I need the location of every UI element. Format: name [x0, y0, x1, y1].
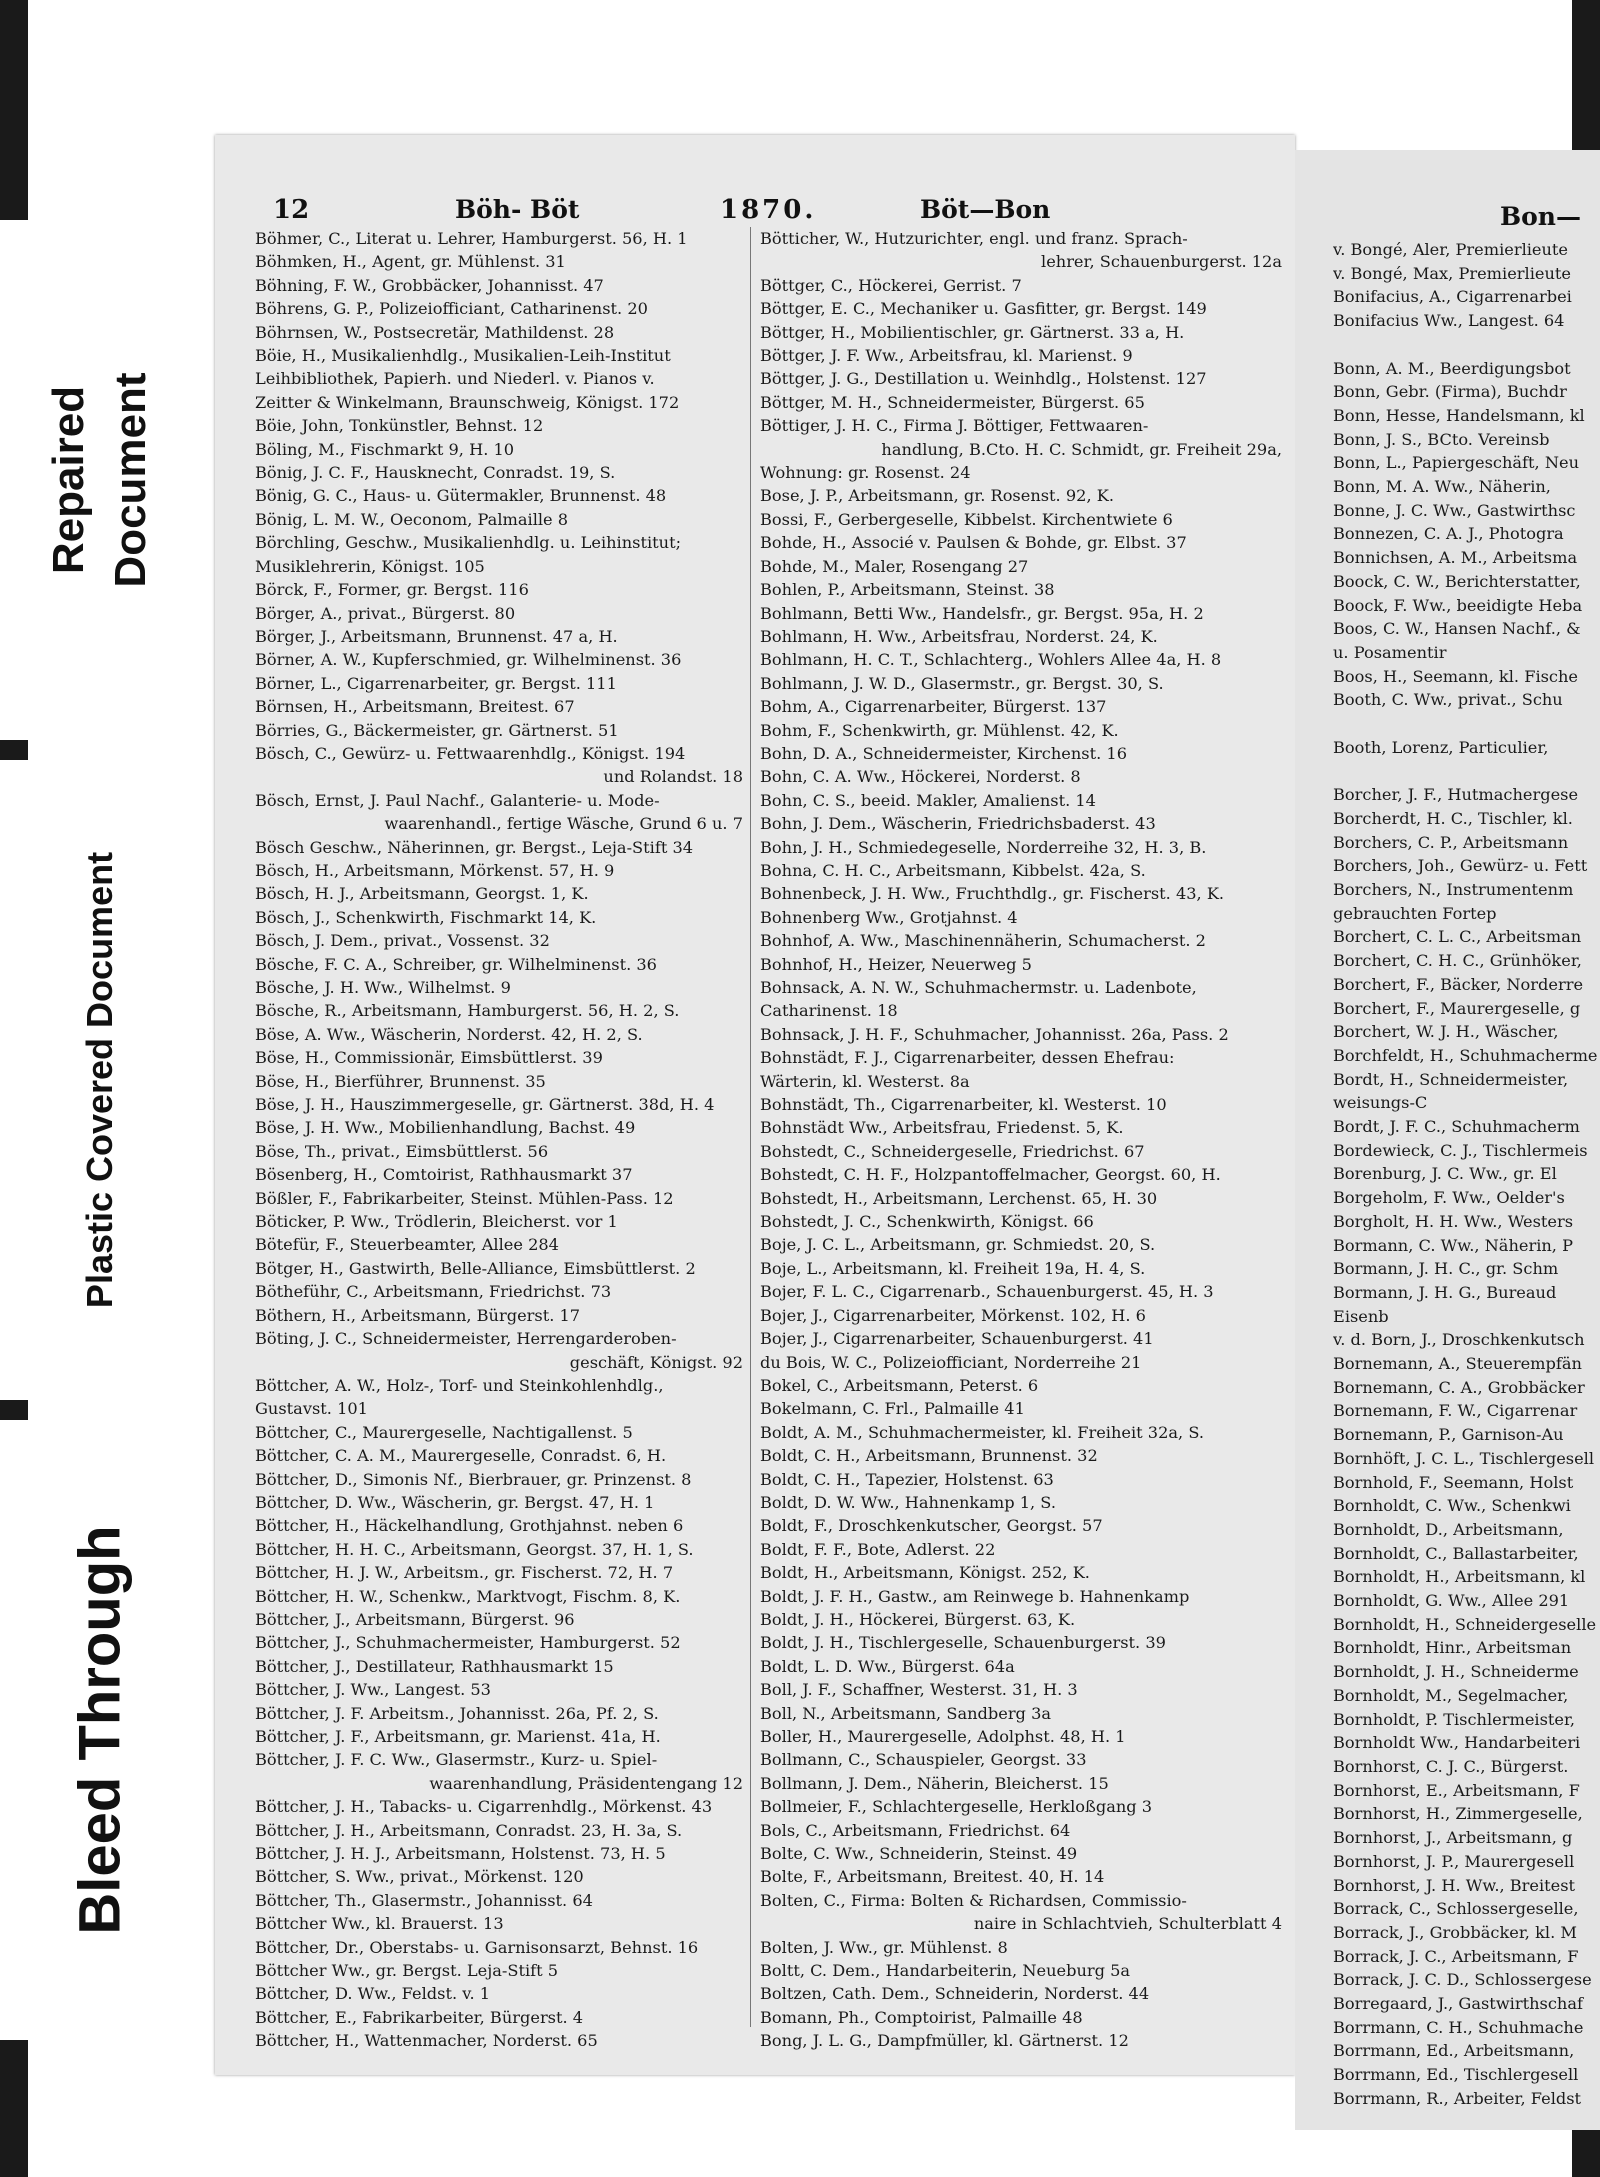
label-strip-bleed — [0, 1420, 200, 2040]
directory-entry: Bormann, C. Ww., Näherin, P — [1333, 1235, 1573, 1255]
directory-entry: Boldt, D. W. Ww., Hahnenkamp 1, S. — [760, 1492, 1056, 1512]
directory-entry: Börries, G., Bäckermeister, gr. Gärtnerst. 51 — [255, 720, 619, 740]
directory-entry: Bohnenbeck, J. H. Ww., Fruchthdlg., gr. Fischerst. 43, K. — [760, 884, 1225, 904]
directory-entry: Böttcher Ww., gr. Bergst. Leja-Stift 5 — [255, 1961, 559, 1981]
directory-entry: Bonn, Gebr. (Firma), Buchdr — [1333, 382, 1567, 402]
directory-entry: Borchert, W. J. H., Wäscher, — [1333, 1022, 1559, 1042]
directory-entry: Böttcher, J. H. J., Arbeitsmann, Holstenst. 73, H. 5 — [255, 1844, 666, 1864]
directory-entry: Böttcher, Dr., Oberstabs- u. Garnisonsarzt, Behnst. 16 — [255, 1937, 699, 1957]
directory-entry: Boje, L., Arbeitsmann, kl. Freiheit 19a, H. 4, S. — [760, 1258, 1146, 1278]
directory-entry: Böticker, P. Ww., Trödlerin, Bleicherst. vor 1 — [255, 1212, 618, 1232]
directory-entry: Bohn, C. A. Ww., Höckerei, Norderst. 8 — [760, 767, 1081, 787]
directory-entry: Boje, J. C. L., Arbeitsmann, gr. Schmiedst. 20, S. — [760, 1235, 1156, 1255]
directory-entry: Borrack, J., Grobbäcker, kl. M — [1333, 1922, 1577, 1942]
directory-entry: Bornholdt, P. Tischlermeister, — [1333, 1709, 1576, 1729]
directory-entry: Bornemann, P., Garnison-Au — [1333, 1425, 1564, 1445]
directory-entry: Borgholt, H. H. Ww., Westers — [1333, 1211, 1574, 1231]
next-page — [1295, 150, 1600, 2130]
directory-entry: Börnsen, H., Arbeitsmann, Breitest. 67 — [255, 697, 575, 717]
directory-entry: Bornholdt, C. Ww., Schenkwi — [1333, 1496, 1571, 1516]
directory-entry: Bong, J. L. G., Dampfmüller, kl. Gärtnerst. 12 — [760, 2031, 1129, 2051]
directory-entry: Boll, N., Arbeitsmann, Sandberg 3a — [760, 1703, 1052, 1723]
directory-entry: Böttcher Ww., kl. Brauerst. 13 — [255, 1914, 504, 1934]
directory-entry: Bollmann, C., Schauspieler, Georgst. 33 — [760, 1750, 1087, 1770]
directory-entry: Bonn, J. S., BCto. Vereinsb — [1333, 429, 1550, 449]
directory-entry: Böttcher, A. W., Holz-, Torf- und Steinkohlenhdlg., — [255, 1375, 664, 1395]
directory-entry: Borchers, Joh., Gewürz- u. Fett — [1333, 856, 1588, 876]
directory-entry: Böie, H., Musikalienhdlg., Musikalien-Leih-Institut — [255, 346, 671, 366]
directory-entry: Bohm, F., Schenkwirth, gr. Mühlenst. 42, K. — [760, 720, 1119, 740]
directory-entry: Böse, H., Bierführer, Brunnenst. 35 — [255, 1071, 546, 1091]
directory-entry: handlung, B.Cto. H. C. Schmidt, gr. Freiheit 29a, — [881, 439, 1282, 459]
directory-entry: Boll, J. F., Schaffner, Westerst. 31, H. 3 — [760, 1680, 1078, 1700]
directory-entry: Bolten, C., Firma: Bolten & Richardsen, Commissio- — [760, 1890, 1187, 1910]
directory-entry: Böttcher, J. Ww., Langest. 53 — [255, 1680, 491, 1700]
directory-entry: Boldt, C. H., Tapezier, Holstenst. 63 — [760, 1469, 1054, 1489]
directory-entry: Boock, C. W., Berichterstatter, — [1333, 571, 1581, 591]
directory-entry: Bösch, J., Schenkwirth, Fischmarkt 14, K. — [255, 907, 597, 927]
directory-entry: Borrmann, C. H., Schuhmache — [1333, 2017, 1584, 2037]
directory-entry: Bötger, H., Gastwirth, Belle-Alliance, Eimsbüttlerst. 2 — [255, 1258, 696, 1278]
directory-entry: Börner, A. W., Kupferschmied, gr. Wilhelminenst. 36 — [255, 650, 682, 670]
directory-entry: Boltzen, Cath. Dem., Schneiderin, Norderst. 44 — [760, 1984, 1150, 2004]
directory-entry: Bönig, G. C., Haus- u. Gütermakler, Brunnenst. 48 — [255, 486, 667, 506]
directory-entry: Bornhöft, J. C. L., Tischlergesell — [1333, 1448, 1595, 1468]
directory-entry: Leihbibliothek, Papierh. und Niederl. v. Pianos v. — [255, 369, 655, 389]
directory-entry: Borenburg, J. C. Ww., gr. El — [1333, 1164, 1557, 1184]
column-divider — [750, 227, 751, 2027]
directory-entry: Bösch, J. Dem., privat., Vossenst. 32 — [255, 931, 550, 951]
directory-entry: Böhmer, C., Literat u. Lehrer, Hamburgerst. 56, H. 1 — [255, 229, 688, 248]
directory-entry: Bornholdt, M., Segelmacher, — [1333, 1685, 1569, 1705]
directory-entry: Bohstedt, H., Arbeitsmann, Lerchenst. 65, H. 30 — [760, 1188, 1158, 1208]
directory-entry: Bornhorst, J. H. Ww., Breitest — [1333, 1875, 1576, 1895]
directory-entry: Bösche, J. H. Ww., Wilhelmst. 9 — [255, 978, 511, 997]
directory-entry: Boller, H., Maurergeselle, Adolphst. 48, H. 1 — [760, 1727, 1126, 1746]
directory-entry: Böttcher, H., Häckelhandlung, Grothjahnst. neben 6 — [255, 1516, 684, 1536]
directory-entry: Böling, M., Fischmarkt 9, H. 10 — [255, 439, 515, 459]
directory-entry: Borgeholm, F. Ww., Oelder's — [1333, 1188, 1565, 1208]
directory-entry: Boos, H., Seemann, kl. Fische — [1333, 666, 1578, 686]
directory-entry: Bohn, D. A., Schneidermeister, Kirchenst. 16 — [760, 743, 1127, 763]
directory-entry: Borrack, C., Schlossergeselle, — [1333, 1899, 1579, 1919]
directory-entry: Bornemann, C. A., Grobbäcker — [1333, 1377, 1585, 1397]
directory-entry: Boock, F. Ww., beeidigte Heba — [1333, 595, 1583, 615]
directory-entry: Bötheführ, C., Arbeitsmann, Friedrichst. 73 — [255, 1282, 612, 1302]
directory-entry: Bonn, M. A. Ww., Näherin, — [1333, 477, 1551, 497]
directory-entry: Böie, John, Tonkünstler, Behnst. 12 — [255, 416, 544, 436]
directory-entry: Borrmann, Ed., Tischlergesell — [1333, 2065, 1579, 2085]
directory-entry: Bormann, J. H. G., Bureaud — [1333, 1282, 1557, 1302]
directory-entry: Bornhold, F., Seemann, Holst — [1333, 1472, 1574, 1492]
directory-entry: Booth, C. Ww., privat., Schu — [1333, 690, 1563, 710]
right-column — [760, 227, 1282, 2053]
directory-entry: Bossi, F., Gerbergeselle, Kibbelst. Kirchentwiete 6 — [760, 509, 1173, 529]
directory-entry: Böttger, E. C., Mechaniker u. Gasfitter, gr. Bergst. 149 — [760, 299, 1207, 319]
directory-entry: Borchert, C. H. C., Grünhöker, — [1333, 951, 1582, 971]
directory-entry: Bormann, J. H. C., gr. Schm — [1333, 1259, 1559, 1279]
directory-entry: Böttcher, J., Arbeitsmann, Bürgerst. 96 — [255, 1609, 575, 1629]
directory-entry: Böttcher, S. Ww., privat., Mörkenst. 120 — [255, 1867, 584, 1887]
directory-entry: Bojer, J., Cigarrenarbeiter, Mörkenst. 102, H. 6 — [760, 1305, 1146, 1325]
directory-entry: Bornholdt, Hinr., Arbeitsman — [1333, 1638, 1572, 1658]
directory-entry: Bonnezen, C. A. J., Photogra — [1333, 524, 1564, 544]
directory-entry: Bohlmann, Betti Ww., Handelsfr., gr. Bergst. 95a, H. 2 — [760, 603, 1204, 623]
directory-entry: und Rolandst. 18 — [603, 767, 743, 787]
label-plastic: Plastic Covered Document — [79, 851, 120, 1309]
directory-entry: Bohna, C. H. C., Arbeitsmann, Kibbelst. 42a, S. — [760, 860, 1146, 880]
directory-entry: Borcher, J. F., Hutmachergese — [1333, 785, 1579, 805]
directory-entry: Boldt, J. H., Höckerei, Bürgerst. 63, K. — [760, 1609, 1076, 1629]
directory-entry: Borrack, J. C. D., Schlossergese — [1333, 1970, 1592, 1990]
directory-entry: Bose, J. P., Arbeitsmann, gr. Rosenst. 92, K. — [760, 486, 1114, 506]
directory-entry: Bohlmann, H. C. T., Schlachterg., Wohlers Allee 4a, H. 8 — [760, 650, 1222, 670]
directory-entry: Bohlen, P., Arbeitsmann, Steinst. 38 — [760, 580, 1055, 600]
directory-entry: Booth, Lorenz, Particulier, — [1333, 737, 1549, 757]
directory-entry: waarenhandl., fertige Wäsche, Grund 6 u. 7 — [384, 814, 743, 834]
directory-entry: Bordt, H., Schneidermeister, — [1333, 1069, 1569, 1089]
header-left-range: Böh- Böt — [455, 195, 580, 224]
directory-entry: v. d. Born, J., Droschkenkutsch — [1333, 1330, 1585, 1350]
directory-entry: Bornemann, F. W., Cigarrenar — [1333, 1401, 1578, 1421]
directory-entry: Börger, J., Arbeitsmann, Brunnenst. 47 a, H. — [255, 626, 618, 646]
directory-entry: Borcherdt, H. C., Tischler, kl. — [1333, 808, 1573, 828]
directory-entry: Bornhorst, J., Arbeitsmann, g — [1333, 1828, 1573, 1848]
header-year: 1870. — [720, 195, 817, 225]
directory-entry: Böse, J. H., Hauszimmergeselle, gr. Gärtnerst. 38d, H. 4 — [255, 1095, 715, 1115]
directory-entry: v. Bongé, Max, Premierlieute — [1333, 263, 1571, 283]
directory-entry: Bohlmann, J. W. D., Glasermstr., gr. Bergst. 30, S. — [760, 673, 1164, 693]
directory-entry: Bordt, J. F. C., Schuhmacherm — [1333, 1117, 1580, 1137]
directory-entry: Bohstedt, J. C., Schenkwirth, Königst. 66 — [760, 1212, 1094, 1232]
directory-entry: Bollmann, J. Dem., Näherin, Bleicherst. 15 — [760, 1773, 1109, 1793]
directory-entry: Bohn, J. H., Schmiedegeselle, Norderreihe 32, H. 3, B. — [760, 837, 1207, 857]
directory-entry: Böttcher, E., Fabrikarbeiter, Bürgerst. 4 — [255, 2007, 584, 2027]
directory-entry: Bornhorst, H., Zimmergeselle, — [1333, 1804, 1583, 1824]
directory-entry: Bohn, J. Dem., Wäscherin, Friedrichsbaderst. 43 — [760, 814, 1156, 834]
directory-entry: Bonne, J. C. Ww., Gastwirthsc — [1333, 500, 1576, 520]
directory-entry: Bojer, F. L. C., Cigarrenarb., Schauenburgerst. 45, H. 3 — [760, 1282, 1214, 1302]
directory-entry: Borchers, C. P., Arbeitsmann — [1333, 832, 1569, 852]
directory-entry: Bornholdt, G. Ww., Allee 291 — [1333, 1591, 1570, 1611]
directory-entry: v. Bongé, Aler, Premierlieute — [1333, 240, 1569, 259]
directory-entry: Böttger, H., Mobilientischler, gr. Gärtnerst. 33 a, H. — [760, 322, 1185, 342]
directory-entry: Böttcher, J. F. C. Ww., Glasermstr., Kurz- u. Spiel- — [255, 1750, 658, 1770]
directory-entry: waarenhandlung, Präsidentengang 12 — [429, 1773, 743, 1793]
directory-entry: Böttcher, H., Wattenmacher, Norderst. 65 — [255, 2031, 598, 2051]
directory-entry: Bösch, Ernst, J. Paul Nachf., Galanterie- u. Mode- — [255, 790, 660, 810]
directory-entry: Börner, L., Cigarrenarbeiter, gr. Bergst. 111 — [255, 673, 617, 693]
directory-entry: Bols, C., Arbeitsmann, Friedrichst. 64 — [760, 1820, 1071, 1840]
directory-page — [215, 135, 1295, 2075]
directory-entry — [1333, 333, 1600, 357]
directory-entry: Bösch, H. J., Arbeitsmann, Georgst. 1, K. — [255, 884, 589, 904]
directory-entry: Bohnenberg Ww., Grotjahnst. 4 — [760, 907, 1018, 927]
directory-entry: Bornemann, A., Steuerempfän — [1333, 1354, 1582, 1374]
directory-entry: Bohstedt, C. H. F., Holzpantoffelmacher, Georgst. 60, H. — [760, 1165, 1221, 1185]
directory-entry: Bohn, C. S., beeid. Makler, Amalienst. 14 — [760, 790, 1096, 810]
directory-entry: Böttcher, H. W., Schenkw., Marktvogt, Fischm. 8, K. — [255, 1586, 681, 1606]
directory-entry: Böttcher, H. J. W., Arbeitsm., gr. Fischerst. 72, H. 7 — [255, 1563, 674, 1583]
directory-entry: Böse, A. Ww., Wäscherin, Norderst. 42, H. 2, S. — [255, 1024, 643, 1044]
directory-entry: Böttger, J. G., Destillation u. Weinhdlg., Holstenst. 127 — [760, 369, 1207, 389]
directory-entry: Bösche, R., Arbeitsmann, Hamburgerst. 56, H. 2, S. — [255, 1001, 680, 1021]
directory-entry: Böttger, C., Höckerei, Gerrist. 7 — [760, 275, 1022, 295]
directory-entry: Bonnichsen, A. M., Arbeitsma — [1333, 548, 1578, 568]
directory-entry: Bohstedt, C., Schneidergeselle, Friedrichst. 67 — [760, 1141, 1145, 1161]
directory-entry: Bornholdt, H., Arbeitsmann, kl — [1333, 1567, 1586, 1587]
directory-entry: Bornhorst, J. P., Maurergesell — [1333, 1851, 1575, 1871]
header-right-range: Böt—Bon — [920, 195, 1051, 224]
directory-entry: Böttger, M. H., Schneidermeister, Bürgerst. 65 — [760, 392, 1145, 412]
directory-entry: Bomann, Ph., Comptoirist, Palmaille 48 — [760, 2007, 1083, 2027]
directory-entry: Boldt, J. F. H., Gastw., am Reinwege b. Hahnenkamp — [760, 1586, 1190, 1606]
directory-entry: weisungs-C — [1333, 1093, 1428, 1113]
directory-entry: Böttcher, J. F., Arbeitsmann, gr. Marienst. 41a, H. — [255, 1727, 661, 1746]
directory-entry: Bötticher, W., Hutzurichter, engl. und franz. Sprach- — [760, 229, 1188, 248]
directory-entry: Bohnstädt, Th., Cigarrenarbeiter, kl. Westerst. 10 — [760, 1095, 1167, 1115]
directory-entry: Catharinenst. 18 — [760, 1001, 898, 1021]
directory-entry: Wohnung: gr. Rosenst. 24 — [760, 463, 971, 483]
directory-entry: Borregaard, J., Gastwirthschaf — [1333, 1994, 1583, 2014]
directory-entry: Bornholdt Ww., Handarbeiteri — [1333, 1733, 1581, 1753]
directory-entry: Bojer, J., Cigarrenarbeiter, Schauenburgerst. 41 — [760, 1329, 1154, 1349]
directory-entry: Bösenberg, H., Comtoirist, Rathhausmarkt 37 — [255, 1165, 633, 1185]
directory-entry: Borchfeldt, H., Schuhmacherme — [1333, 1045, 1598, 1065]
directory-entry: Boldt, H., Arbeitsmann, Königst. 252, K. — [760, 1563, 1090, 1583]
next-page-header: Bon— — [1500, 202, 1581, 231]
directory-entry: Boldt, F. F., Bote, Adlerst. 22 — [760, 1539, 996, 1559]
directory-entry: Böttcher, J. H., Arbeitsmann, Conradst. 23, H. 3a, S. — [255, 1820, 683, 1840]
directory-entry: Borchers, N., Instrumentenm — [1333, 879, 1574, 899]
directory-entry: Bösch Geschw., Näherinnen, gr. Bergst., Leja-Stift 34 — [255, 837, 694, 857]
left-column — [255, 227, 743, 2053]
directory-entry: Bornholdt, D., Arbeitsmann, — [1333, 1519, 1564, 1539]
directory-entry: Böhmken, H., Agent, gr. Mühlenst. 31 — [255, 252, 566, 272]
directory-entry: Böttcher, J. H., Tabacks- u. Cigarrenhdlg., Mörkenst. 43 — [255, 1797, 713, 1817]
directory-entry: Boldt, J. H., Tischlergeselle, Schauenburgerst. 39 — [760, 1633, 1166, 1653]
directory-entry: Bohnstädt, F. J., Cigarrenarbeiter, dessen Ehefrau: — [760, 1048, 1175, 1068]
directory-entry: Börck, F., Former, gr. Bergst. 116 — [255, 580, 529, 600]
directory-entry: Bohnstädt Ww., Arbeitsfrau, Friedenst. 5, K. — [760, 1118, 1124, 1138]
directory-entry: u. Posamentir — [1333, 642, 1447, 662]
directory-entry: Bolte, F., Arbeitsmann, Breitest. 40, H. 14 — [760, 1867, 1105, 1887]
directory-entry: Böse, Th., privat., Eimsbüttlerst. 56 — [255, 1141, 549, 1161]
page-number: 12 — [273, 195, 310, 225]
directory-entry: Bornhorst, C. J. C., Bürgerst. — [1333, 1757, 1569, 1776]
directory-entry: Böttcher, D. Ww., Feldst. v. 1 — [255, 1984, 491, 2004]
directory-entry: Bokelmann, C. Frl., Palmaille 41 — [760, 1399, 1025, 1419]
directory-entry: Böthern, H., Arbeitsmann, Bürgerst. 17 — [255, 1305, 581, 1325]
directory-entry: Bönig, J. C. F., Hausknecht, Conradst. 19, S. — [255, 463, 616, 483]
directory-entry — [1333, 712, 1600, 736]
directory-entry: Borrmann, Ed., Arbeitsmann, — [1333, 2041, 1575, 2061]
directory-entry: Boldt, A. M., Schuhmachermeister, kl. Freiheit 32a, S. — [760, 1422, 1204, 1442]
directory-entry: geschäft, Königst. 92 — [569, 1352, 743, 1372]
directory-entry: Börger, A., privat., Bürgerst. 80 — [255, 603, 516, 623]
directory-entry: Boldt, C. H., Arbeitsmann, Brunnenst. 32 — [760, 1446, 1098, 1466]
directory-entry: Bönig, L. M. W., Oeconom, Palmaille 8 — [255, 509, 569, 529]
directory-entry: Börchling, Geschw., Musikalienhdlg. u. Leihinstitut; — [255, 533, 682, 553]
directory-entry: Bohde, M., Maler, Rosengang 27 — [760, 556, 1029, 576]
directory-entry: Bornholdt, C., Ballastarbeiter, — [1333, 1543, 1579, 1563]
directory-entry: Böttcher, D. Ww., Wäscherin, gr. Bergst. 47, H. 1 — [255, 1492, 655, 1512]
directory-entry: Böhning, F. W., Grobbäcker, Johannisst. 47 — [255, 275, 604, 295]
directory-entry: Bohnsack, A. N. W., Schuhmachermstr. u. Ladenbote, — [760, 978, 1197, 997]
label-repaired: Repaired Document — [44, 372, 155, 588]
directory-entry: Böttcher, J., Destillateur, Rathhausmarkt 15 — [255, 1656, 614, 1676]
directory-entry: Böttiger, J. H. C., Firma J. Böttiger, Fettwaaren- — [760, 416, 1149, 436]
directory-entry: Bonifacius Ww., Langest. 64 — [1333, 311, 1565, 331]
directory-entry: gebrauchten Fortep — [1333, 903, 1497, 923]
directory-entry: Bösch, H., Arbeitsmann, Mörkenst. 57, H. 9 — [255, 860, 615, 880]
directory-entry: Bohnhof, A. Ww., Maschinennäherin, Schumacherst. 2 — [760, 931, 1206, 951]
directory-entry: Böttcher, Th., Glasermstr., Johannisst. 64 — [255, 1890, 593, 1910]
directory-entry: Böttcher, D., Simonis Nf., Bierbrauer, gr. Prinzenst. 8 — [255, 1469, 692, 1489]
directory-entry: Böhrens, G. P., Polizeiofficiant, Catharinenst. 20 — [255, 299, 648, 319]
directory-entry: Boldt, F., Droschkenkutscher, Georgst. 57 — [760, 1516, 1103, 1536]
directory-entry: Bohlmann, H. Ww., Arbeitsfrau, Norderst. 24, K. — [760, 626, 1158, 646]
directory-entry: Bornholdt, J. H., Schneiderme — [1333, 1662, 1579, 1682]
directory-entry: Borchert, F., Bäcker, Norderre — [1333, 974, 1584, 994]
directory-entry: Böhrnsen, W., Postsecretär, Mathildenst. 28 — [255, 322, 615, 342]
directory-entry: Böttcher, J., Schuhmachermeister, Hamburgerst. 52 — [255, 1633, 681, 1653]
directory-entry: Bokel, C., Arbeitsmann, Peterst. 6 — [760, 1375, 1039, 1395]
directory-entry: naire in Schlachtvieh, Schulterblatt 4 — [973, 1914, 1282, 1934]
directory-entry: Boltt, C. Dem., Handarbeiterin, Neueburg 5a — [760, 1961, 1131, 1981]
directory-entry: Böttcher, C. A. M., Maurergeselle, Conradst. 6, H. — [255, 1446, 667, 1466]
directory-entry: Böttcher, H. H. C., Arbeitsmann, Georgst. 37, H. 1, S. — [255, 1539, 694, 1559]
directory-entry: Borchert, F., Maurergeselle, g — [1333, 998, 1581, 1018]
directory-entry: Boldt, L. D. Ww., Bürgerst. 64a — [760, 1656, 1015, 1676]
directory-entry: Bolte, C. Ww., Schneiderin, Steinst. 49 — [760, 1844, 1078, 1864]
directory-entry: Bonn, L., Papiergeschäft, Neu — [1333, 453, 1579, 473]
directory-entry: Böse, H., Commissionär, Eimsbüttlerst. 39 — [255, 1048, 603, 1068]
directory-entry: Böttcher, J. F. Arbeitsm., Johannisst. 26a, Pf. 2, S. — [255, 1703, 659, 1723]
directory-entry: Bötefür, F., Steuerbeamter, Allee 284 — [255, 1235, 559, 1255]
directory-entry: lehrer, Schauenburgerst. 12a — [1041, 252, 1282, 272]
directory-entry: Bonn, Hesse, Handelsmann, kl — [1333, 405, 1585, 425]
directory-entry: Bohm, A., Cigarrenarbeiter, Bürgerst. 137 — [760, 697, 1107, 717]
directory-entry — [1333, 759, 1600, 783]
directory-entry: Zeitter & Winkelmann, Braunschweig, Königst. 172 — [255, 392, 680, 412]
directory-entry: Borrack, J. C., Arbeitsmann, F — [1333, 1946, 1579, 1966]
directory-entry: Bolten, J. Ww., gr. Mühlenst. 8 — [760, 1937, 1008, 1957]
directory-entry: Bonn, A. M., Beerdigungsbot — [1333, 358, 1571, 378]
directory-entry: du Bois, W. C., Polizeiofficiant, Norderreihe 21 — [760, 1352, 1142, 1372]
directory-entry: Bollmeier, F., Schlachtergeselle, Herkloßgang 3 — [760, 1797, 1153, 1817]
label-strip-repaired — [0, 220, 200, 740]
directory-entry: Wärterin, kl. Westerst. 8a — [760, 1071, 970, 1091]
directory-entry: Musiklehrerin, Königst. 105 — [255, 556, 485, 576]
directory-entry: Boos, C. W., Hansen Nachf., & — [1333, 619, 1581, 639]
directory-entry: Bohde, H., Associé v. Paulsen & Bohde, gr. Elbst. 37 — [760, 533, 1187, 553]
directory-entry: Bonifacius, A., Cigarrenarbei — [1333, 287, 1572, 307]
directory-entry: Bohnsack, J. H. F., Schuhmacher, Johannisst. 26a, Pass. 2 — [760, 1024, 1229, 1044]
directory-entry: Bösch, C., Gewürz- u. Fettwaarenhdlg., Königst. 194 — [255, 743, 686, 763]
directory-entry: Böttcher, C., Maurergeselle, Nachtigallenst. 5 — [255, 1422, 633, 1442]
directory-entry: Eisenb — [1333, 1306, 1389, 1326]
label-bleed: Bleed Through — [67, 1525, 133, 1935]
directory-entry: Bornhorst, E., Arbeitsmann, F — [1333, 1780, 1580, 1800]
directory-entry: Böse, J. H. Ww., Mobilienhandlung, Bachst. 49 — [255, 1118, 636, 1138]
directory-entry: Bößler, F., Fabrikarbeiter, Steinst. Mühlen-Pass. 12 — [255, 1188, 674, 1208]
next-page-column — [1333, 238, 1600, 2111]
directory-entry: Böting, J. C., Schneidermeister, Herrengarderoben- — [255, 1329, 677, 1349]
directory-entry: Bohnhof, H., Heizer, Neuerweg 5 — [760, 954, 1032, 974]
directory-entry: Bornholdt, H., Schneidergeselle — [1333, 1614, 1597, 1634]
directory-entry: Gustavst. 101 — [255, 1399, 368, 1419]
label-strip-plastic — [0, 760, 200, 1400]
directory-entry: Borrmann, R., Arbeiter, Feldst — [1333, 2088, 1582, 2108]
directory-entry: Bösche, F. C. A., Schreiber, gr. Wilhelminenst. 36 — [255, 954, 657, 974]
directory-entry: Böttger, J. F. Ww., Arbeitsfrau, kl. Marienst. 9 — [760, 346, 1133, 366]
directory-entry: Bordewieck, C. J., Tischlermeis — [1333, 1140, 1588, 1160]
directory-entry: Borchert, C. L. C., Arbeitsman — [1333, 927, 1582, 947]
